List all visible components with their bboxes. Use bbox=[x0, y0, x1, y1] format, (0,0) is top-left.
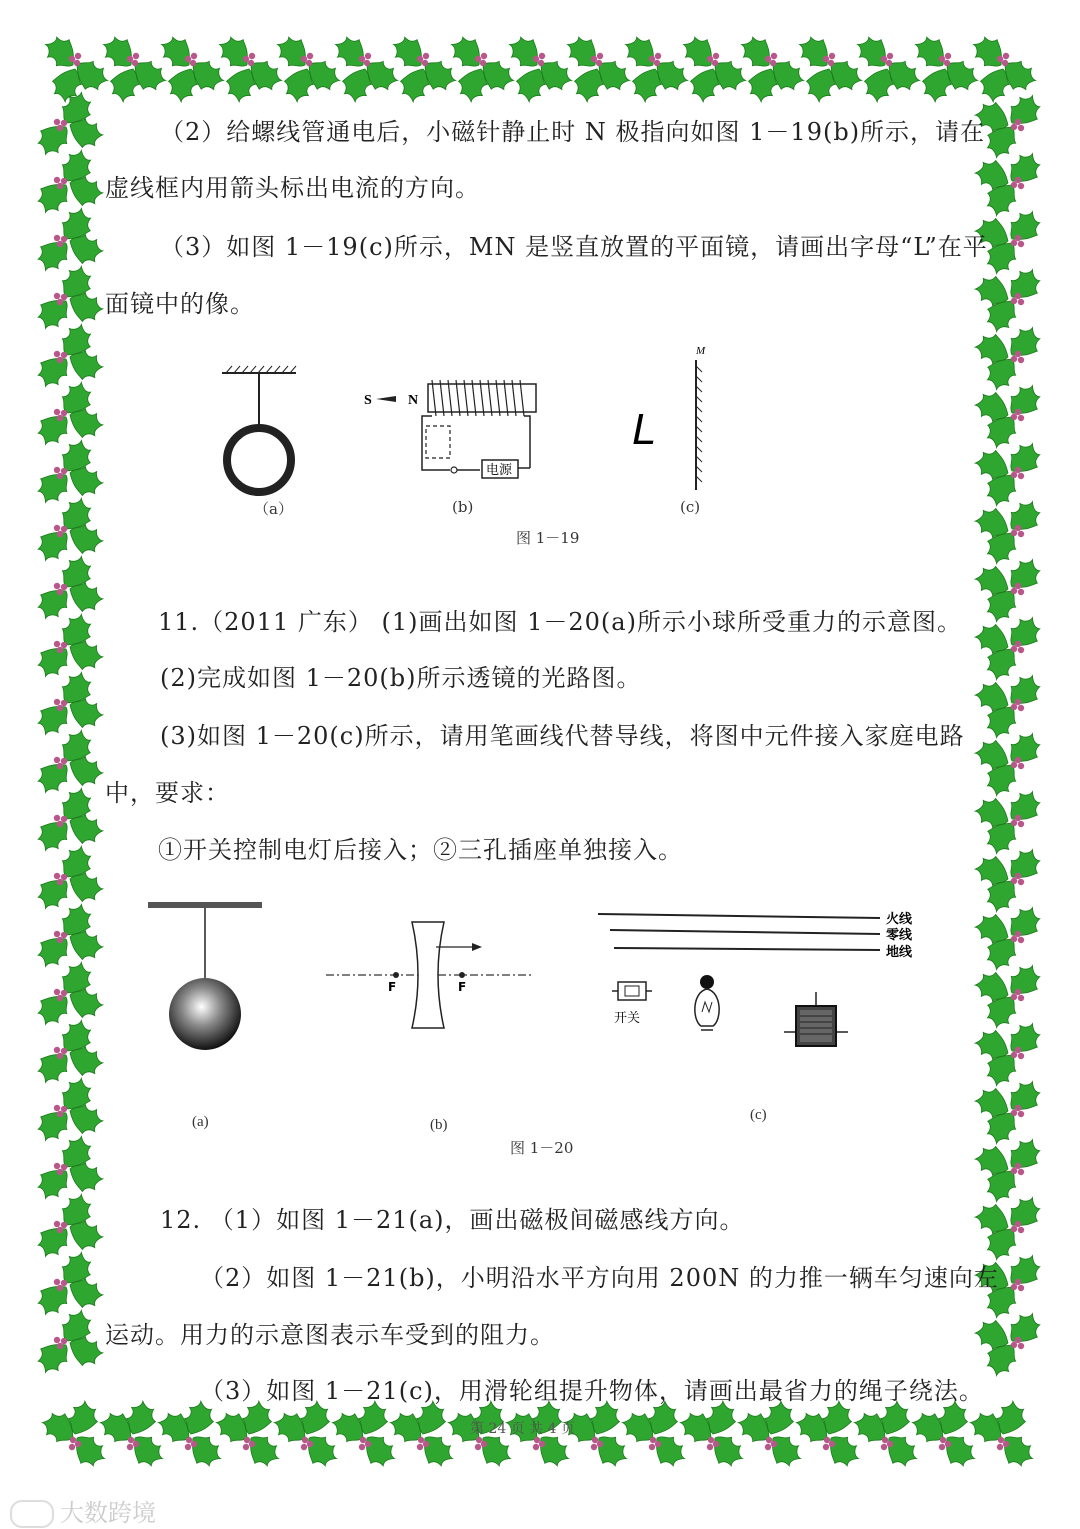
question-text: 虚线框内用箭头标出电流的方向。 bbox=[105, 174, 480, 202]
holly-sprig-icon bbox=[32, 842, 105, 915]
question-text: （3）如图 1－19(c)所示，MN 是竖直放置的平面镜，请画出字母“L”在平 bbox=[160, 233, 988, 261]
holly-sprig-icon bbox=[154, 1399, 227, 1472]
fig19-title: 图 1－19 bbox=[516, 529, 580, 547]
focus-right: F bbox=[458, 980, 467, 994]
holly-sprig-icon bbox=[32, 204, 105, 277]
holly-sprig-icon bbox=[967, 31, 1040, 104]
fig19-a-ring bbox=[222, 366, 296, 492]
fig19-b-solenoid bbox=[364, 380, 536, 478]
mirror-label-m: M bbox=[696, 345, 706, 357]
holly-sprig-icon bbox=[850, 1399, 923, 1472]
holly-sprig-icon bbox=[973, 1017, 1046, 1090]
holly-sprig-icon bbox=[735, 31, 808, 104]
holly-sprig-icon bbox=[973, 263, 1046, 336]
holly-sprig-icon bbox=[96, 1399, 169, 1472]
holly-sprig-icon bbox=[851, 31, 924, 104]
holly-sprig-icon bbox=[32, 88, 105, 161]
holly-sprig-icon bbox=[32, 146, 105, 219]
figure-1-20 bbox=[140, 890, 940, 1070]
holly-sprig-icon bbox=[973, 437, 1046, 510]
holly-sprig-icon bbox=[39, 31, 112, 104]
holly-sprig-icon bbox=[32, 1306, 105, 1379]
holly-sprig-icon bbox=[445, 31, 518, 104]
holly-sprig-icon bbox=[32, 436, 105, 509]
holly-sprig-icon bbox=[213, 31, 286, 104]
fig20-a-ball bbox=[148, 902, 262, 1050]
focus-left: F bbox=[388, 980, 397, 994]
question-text: 11.（2011 广东） (1)画出如图 1－20(a)所示小球所受重力的示意图。 bbox=[158, 608, 962, 636]
holly-sprig-icon bbox=[32, 900, 105, 973]
question-text: （3）如图 1－21(c)，用滑轮组提升物体，请画出最省力的绳子绕法。 bbox=[200, 1377, 984, 1405]
holly-sprig-icon bbox=[32, 1248, 105, 1321]
watermark-text: 大数跨境 bbox=[60, 1499, 156, 1527]
holly-sprig-icon bbox=[677, 31, 750, 104]
fig19-sub-a: （a） bbox=[254, 500, 293, 518]
question-text: (2)完成如图 1－20(b)所示透镜的光路图。 bbox=[160, 664, 642, 692]
holly-sprig-icon bbox=[734, 1399, 807, 1472]
holly-sprig-icon bbox=[32, 668, 105, 741]
holly-sprig-icon bbox=[38, 1399, 111, 1472]
holly-sprig-icon bbox=[973, 495, 1046, 568]
fig20-c-circuit bbox=[598, 911, 913, 1046]
page-footer: 第 24 页 共 4 页 bbox=[470, 1421, 575, 1437]
holly-sprig-icon bbox=[908, 1399, 981, 1472]
power-label: 电源 bbox=[486, 463, 513, 478]
question-text: （2）如图 1－21(b)，小明沿水平方向用 200N 的力推一辆车匀速向左 bbox=[200, 1264, 999, 1292]
holly-sprig-icon bbox=[329, 31, 402, 104]
fig20-sub-b: (b) bbox=[430, 1117, 448, 1133]
holly-sprig-icon bbox=[792, 1399, 865, 1472]
holly-sprig-icon bbox=[973, 1191, 1046, 1264]
holly-sprig-icon bbox=[793, 31, 866, 104]
holly-sprig-icon bbox=[212, 1399, 285, 1472]
question-text: (3)如图 1－20(c)所示，请用笔画线代替导线，将图中元件接入家庭电路 bbox=[160, 722, 965, 750]
watermark bbox=[10, 1493, 156, 1528]
switch-label: 开关 bbox=[614, 1011, 641, 1026]
letter-l: L bbox=[632, 405, 657, 454]
label-n: N bbox=[408, 393, 419, 408]
fig19-sub-c: (c) bbox=[680, 498, 701, 516]
watermark-logo-icon bbox=[10, 1500, 54, 1528]
holly-sprig-icon bbox=[387, 31, 460, 104]
holly-sprig-icon bbox=[503, 31, 576, 104]
fig20-b-lens bbox=[326, 922, 532, 1028]
ground-wire-label: 地线 bbox=[886, 945, 913, 960]
question-text: 12. （1）如图 1－21(a)，画出磁极间磁感线方向。 bbox=[160, 1206, 745, 1234]
holly-sprig-icon bbox=[32, 610, 105, 683]
holly-sprig-icon bbox=[973, 147, 1046, 220]
holly-sprig-icon bbox=[909, 31, 982, 104]
holly-sprig-icon bbox=[973, 727, 1046, 800]
question-text: 面镜中的像。 bbox=[105, 290, 255, 318]
holly-sprig-icon bbox=[973, 669, 1046, 742]
holly-sprig-icon bbox=[270, 1399, 343, 1472]
question-text: （2）给螺线管通电后，小磁针静止时 N 极指向如图 1－19(b)所示，请在 bbox=[160, 118, 986, 146]
holly-sprig-icon bbox=[32, 1074, 105, 1147]
fig20-sub-a: (a) bbox=[192, 1114, 209, 1130]
holly-sprig-icon bbox=[973, 321, 1046, 394]
holly-sprig-icon bbox=[973, 1133, 1046, 1206]
holly-sprig-icon bbox=[32, 552, 105, 625]
bulb-icon bbox=[695, 975, 719, 1030]
holly-sprig-icon bbox=[973, 959, 1046, 1032]
holly-sprig-icon bbox=[973, 553, 1046, 626]
holly-sprig-icon bbox=[32, 262, 105, 335]
holly-sprig-icon bbox=[386, 1399, 459, 1472]
fig20-title: 图 1－20 bbox=[510, 1139, 574, 1157]
holly-sprig-icon bbox=[973, 785, 1046, 858]
holly-sprig-icon bbox=[973, 1307, 1046, 1380]
holly-sprig-icon bbox=[973, 611, 1046, 684]
holly-sprig-icon bbox=[966, 1399, 1039, 1472]
holly-sprig-icon bbox=[271, 31, 344, 104]
holly-sprig-icon bbox=[32, 494, 105, 567]
neutral-wire-label: 零线 bbox=[886, 928, 913, 943]
holly-sprig-icon bbox=[619, 31, 692, 104]
holly-sprig-icon bbox=[32, 784, 105, 857]
fig20-sub-c: (c) bbox=[750, 1107, 767, 1123]
question-text: ①开关控制电灯后接入；②三孔插座单独接入。 bbox=[158, 836, 683, 864]
dashed-box bbox=[426, 426, 450, 458]
holly-sprig-icon bbox=[32, 958, 105, 1031]
fig19-sub-b: (b) bbox=[452, 498, 474, 516]
holly-sprig-icon bbox=[973, 379, 1046, 452]
holly-sprig-icon bbox=[32, 1190, 105, 1263]
holly-sprig-icon bbox=[32, 378, 105, 451]
holly-sprig-icon bbox=[328, 1399, 401, 1472]
holly-sprig-icon bbox=[97, 31, 170, 104]
live-wire-label: 火线 bbox=[886, 912, 913, 927]
holly-sprig-icon bbox=[618, 1399, 691, 1472]
holly-sprig-icon bbox=[155, 31, 228, 104]
switch-icon bbox=[618, 982, 646, 1000]
holly-sprig-icon bbox=[32, 1132, 105, 1205]
holly-sprig-icon bbox=[973, 843, 1046, 916]
holly-sprig-icon bbox=[32, 320, 105, 393]
label-s: S bbox=[364, 393, 372, 408]
figure-1-19 bbox=[200, 340, 740, 520]
holly-sprig-icon bbox=[32, 1016, 105, 1089]
fig19-c-mirror bbox=[632, 345, 706, 490]
holly-sprig-icon bbox=[561, 31, 634, 104]
holly-sprig-icon bbox=[973, 1075, 1046, 1148]
question-text: 运动。用力的示意图表示车受到的阻力。 bbox=[105, 1321, 555, 1349]
holly-sprig-icon bbox=[676, 1399, 749, 1472]
question-text: 中，要求： bbox=[105, 779, 230, 807]
holly-sprig-icon bbox=[973, 901, 1046, 974]
socket-icon bbox=[784, 992, 848, 1046]
holly-sprig-icon bbox=[32, 726, 105, 799]
